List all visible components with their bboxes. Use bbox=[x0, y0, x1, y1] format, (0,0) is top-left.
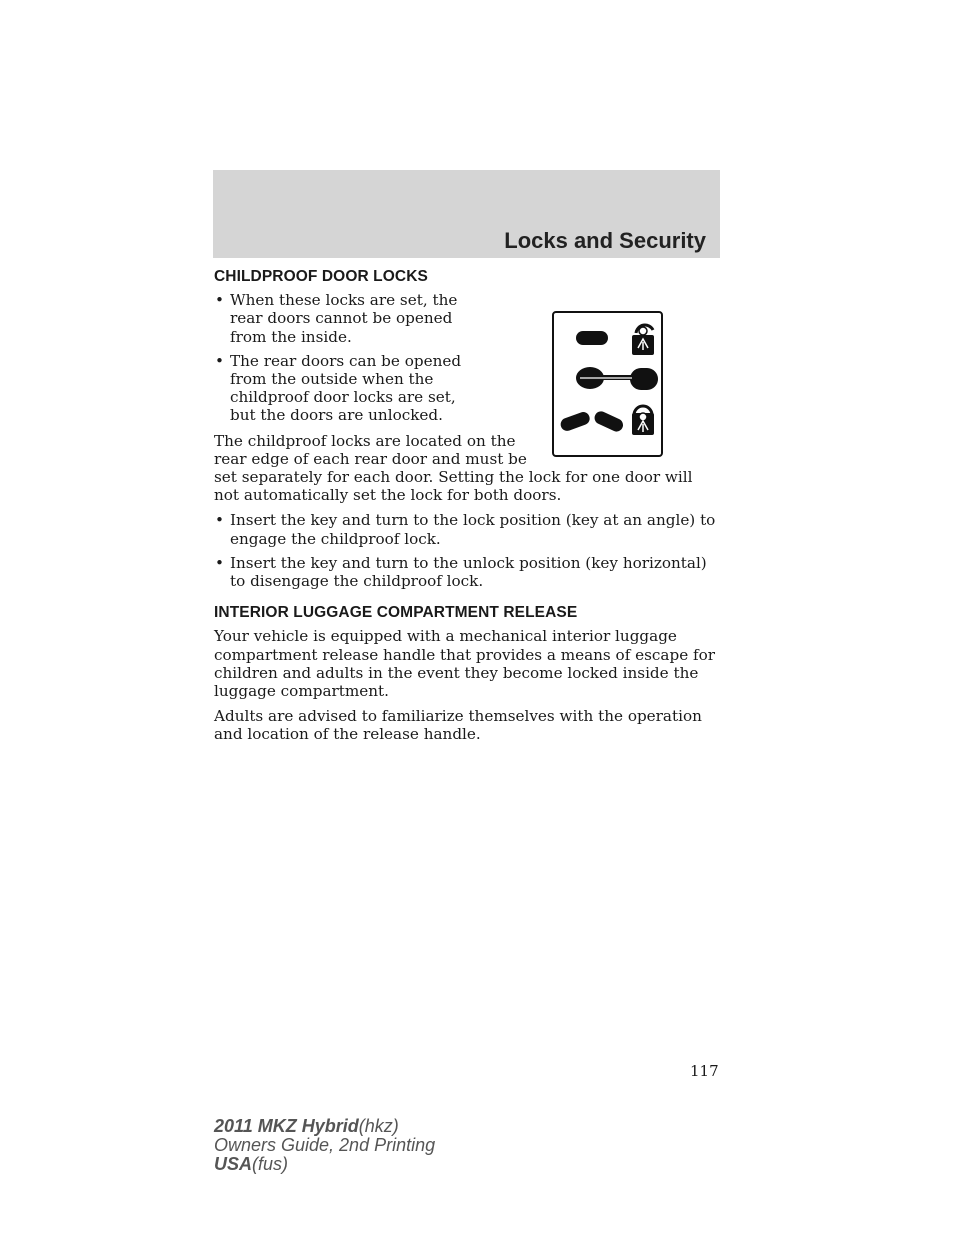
key-icon bbox=[576, 367, 658, 390]
bullet: • bbox=[215, 511, 224, 530]
list-item bbox=[214, 291, 474, 346]
bullet: • bbox=[215, 351, 224, 370]
list-item bbox=[214, 352, 474, 425]
footer bbox=[214, 1117, 435, 1174]
bullet: • bbox=[215, 553, 224, 572]
angled-slots-icon bbox=[559, 409, 625, 433]
luggage-paragraph-1: Your vehicle is equipped with a mechanical interior luggage compartment release handle that provides a means of escape for children and adults in the event they become locked inside the luggage compartment. bbox=[214, 627, 716, 701]
footer-line-1 bbox=[214, 1117, 435, 1136]
footer-line-3 bbox=[214, 1155, 435, 1174]
childproof-paragraph: The childproof locks are located on the rear edge of each rear door and must be set separately for each door. Setting the lock for one door will not automatically set the lock for both doors. bbox=[214, 431, 693, 505]
bullet-text: Insert the key and turn to the lock position (key at an angle) to engage the childproof lock. bbox=[230, 511, 716, 548]
footer-region: USA bbox=[214, 1154, 253, 1174]
header-band bbox=[213, 170, 720, 258]
heading-childproof-door-locks: CHILDPROOF DOOR LOCKS bbox=[214, 268, 428, 285]
list-item bbox=[214, 554, 720, 590]
footer-line-2: Owners Guide, 2nd Printing bbox=[214, 1135, 436, 1155]
bullet: • bbox=[215, 291, 224, 310]
childproof-lock-diagram-icon bbox=[552, 311, 663, 457]
heading-luggage-release: INTERIOR LUGGAGE COMPARTMENT RELEASE bbox=[214, 604, 578, 622]
page-number: 117 bbox=[690, 1062, 719, 1080]
footer-model-code: (hkz) bbox=[358, 1116, 399, 1136]
bullet-text: The rear doors can be opened from the outside when the childproof door locks are set, but the doors are unlocked. bbox=[230, 351, 462, 425]
horizontal-slot-icon bbox=[576, 331, 608, 345]
childproof-bullets-top bbox=[214, 291, 474, 424]
bullet-text: Insert the key and turn to the unlock position (key horizontal) to disengage the childproof lock. bbox=[230, 553, 707, 591]
footer-model: 2011 MKZ Hybrid bbox=[214, 1116, 359, 1136]
footer-region-code: (fus) bbox=[252, 1154, 289, 1174]
bullet-text: When these locks are set, the rear doors cannot be opened from the inside. bbox=[230, 291, 458, 346]
page-content bbox=[214, 268, 720, 751]
childproof-bullets-bottom bbox=[214, 511, 720, 590]
list-item bbox=[214, 511, 720, 547]
child-locked-icon bbox=[632, 406, 654, 435]
luggage-paragraph-2: Adults are advised to familiarize themselves with the operation and location of the release handle. bbox=[214, 707, 702, 744]
section-title: Locks and Security bbox=[504, 228, 706, 253]
child-unlocked-icon bbox=[632, 325, 654, 355]
